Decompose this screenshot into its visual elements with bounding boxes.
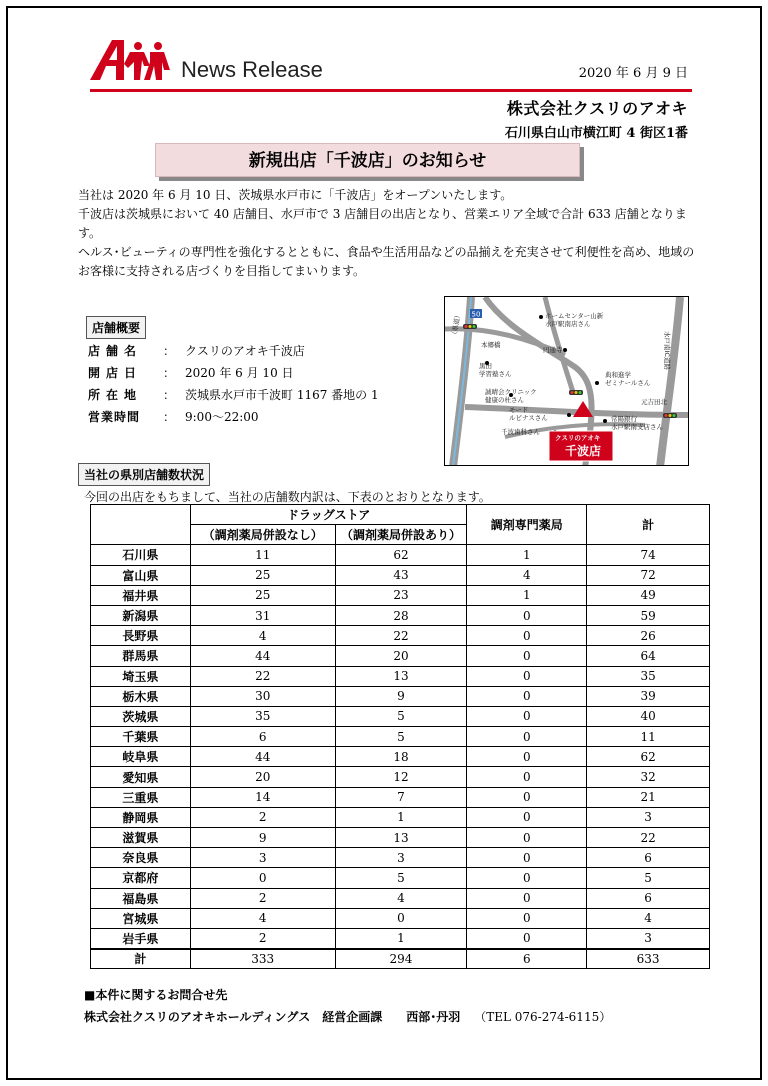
cell-without: 25 <box>190 565 335 585</box>
cell-pref: 栃木県 <box>91 686 191 706</box>
cell-without: 44 <box>190 646 335 666</box>
cell-pharmacy: 1 <box>467 545 587 565</box>
cell-total: 39 <box>587 686 710 706</box>
cell-total: 59 <box>587 605 710 625</box>
cell-pharmacy: 0 <box>467 626 587 646</box>
cell-without: 44 <box>190 747 335 767</box>
cell-with: 3 <box>335 848 467 868</box>
cell-pref: 石川県 <box>91 545 191 565</box>
cell-pharmacy: 0 <box>467 868 587 888</box>
cell-pref: 長野県 <box>91 626 191 646</box>
release-date: 2020 年 6 月 9 日 <box>578 66 688 81</box>
table-row <box>91 706 710 726</box>
cell-pharmacy: 4 <box>467 565 587 585</box>
cell-pharmacy: 1 <box>467 585 587 605</box>
table-row <box>91 928 710 948</box>
cell-without: 14 <box>190 787 335 807</box>
cell-total: 40 <box>587 706 710 726</box>
table-header-without: （調剤薬局併設なし） <box>190 525 335 545</box>
prefecture-section-heading: 当社の県別店舗数状況 <box>78 463 210 486</box>
cell-total: 26 <box>587 626 710 646</box>
cell-with: 5 <box>335 868 467 888</box>
cell-pharmacy: 0 <box>467 747 587 767</box>
table-header-total: 計 <box>587 505 710 545</box>
cell-total: 72 <box>587 565 710 585</box>
company-logo <box>90 40 170 84</box>
cell-pharmacy: 0 <box>467 605 587 625</box>
cell-pharmacy: 0 <box>467 686 587 706</box>
cell-without: 0 <box>190 868 335 888</box>
cell-with: 28 <box>335 605 467 625</box>
cell-pharmacy: 0 <box>467 928 587 948</box>
table-row <box>91 787 710 807</box>
store-info-key: 開店日 <box>88 366 143 380</box>
table-row <box>91 828 710 848</box>
total-without: 333 <box>190 949 335 969</box>
map-label: 典和進学 ゼミナールさん <box>605 371 651 387</box>
table-header-blank <box>91 505 191 545</box>
cell-without: 25 <box>190 585 335 605</box>
table-row <box>91 807 710 827</box>
cell-total: 49 <box>587 585 710 605</box>
route-number: 50 <box>471 310 481 319</box>
table-row <box>91 565 710 585</box>
cell-without: 11 <box>190 545 335 565</box>
table-row <box>91 605 710 625</box>
cell-pref: 埼玉県 <box>91 666 191 686</box>
cell-with: 62 <box>335 545 467 565</box>
cell-pharmacy: 0 <box>467 848 587 868</box>
page-title: 新規出店「千波店」のお知らせ <box>155 143 580 177</box>
intro-paragraph: ヘルス･ビューティの専門性を強化するとともに、食品や生活用品などの品揃えを充実させて利便性を高め、地域のお客様に支持される店づくりを目指してまいります。 <box>78 245 695 278</box>
cell-total: 3 <box>587 807 710 827</box>
map-label: ホームセンター山新 水戸駅南店さん <box>545 312 604 328</box>
store-info-key: 所在地 <box>88 388 143 402</box>
cell-without: 35 <box>190 706 335 726</box>
cell-without: 30 <box>190 686 335 706</box>
table-intro: 今回の出店をもちまして、当社の店舗数内訳は、下表のとおりとなります。 <box>84 490 491 504</box>
map-label: 千波歯科さん <box>501 428 540 436</box>
cell-pref: 富山県 <box>91 565 191 585</box>
cell-with: 22 <box>335 626 467 646</box>
store-info-row: 営業時間 ： 9:00～22:00 <box>88 406 379 428</box>
table-row <box>91 686 710 706</box>
cell-with: 5 <box>335 727 467 747</box>
cell-without: 6 <box>190 727 335 747</box>
store-info-key: 店舗名 <box>88 344 143 358</box>
map-label: 常陽銀行 水戸駅南支店さん <box>611 415 663 431</box>
table-row <box>91 848 710 868</box>
map-label: 黒田 学習塾さん <box>479 362 512 378</box>
cell-pharmacy: 0 <box>467 706 587 726</box>
table-row <box>91 767 710 787</box>
cell-with: 13 <box>335 828 467 848</box>
cell-with: 13 <box>335 666 467 686</box>
map-label: 誠晴会クリニック 健康の杜さん <box>485 388 537 404</box>
cell-without: 4 <box>190 908 335 928</box>
map-store-brand: クスリのアオキ <box>555 434 601 442</box>
table-row <box>91 868 710 888</box>
cell-pref: 愛知県 <box>91 767 191 787</box>
cell-total: 64 <box>587 646 710 666</box>
cell-total: 35 <box>587 666 710 686</box>
cell-pharmacy: 0 <box>467 646 587 666</box>
cell-with: 18 <box>335 747 467 767</box>
cell-without: 2 <box>190 888 335 908</box>
table-header-with: （調剤薬局併設あり） <box>335 525 467 545</box>
cell-with: 4 <box>335 888 467 908</box>
cell-without: 4 <box>190 626 335 646</box>
contact-org: 株式会社クスリのアオキホールディングス 経営企画課 西部･丹羽 <box>84 1010 461 1024</box>
store-info-row: 所在地 ： 茨城県水戸市千波町 1167 番地の 1 <box>88 384 379 406</box>
cell-with: 1 <box>335 928 467 948</box>
store-info-value: 茨城県水戸市千波町 1167 番地の 1 <box>185 388 379 402</box>
cell-with: 9 <box>335 686 467 706</box>
table-header-pharmacy: 調剤専門薬局 <box>467 505 587 545</box>
cell-with: 12 <box>335 767 467 787</box>
cell-total: 21 <box>587 787 710 807</box>
map-label: 円通寺 <box>543 346 563 354</box>
cell-with: 0 <box>335 908 467 928</box>
cell-with: 20 <box>335 646 467 666</box>
company-name: 株式会社クスリのアオキ <box>506 99 688 118</box>
store-overview-heading: 店舗概要 <box>86 316 146 339</box>
cell-pref: 福井県 <box>91 585 191 605</box>
cell-without: 20 <box>190 767 335 787</box>
cell-total: 32 <box>587 767 710 787</box>
contact-info <box>84 1008 611 1025</box>
cell-pref: 宮城県 <box>91 908 191 928</box>
cell-with: 43 <box>335 565 467 585</box>
contact-heading: ■本件に関するお問合せ先 <box>84 988 228 1002</box>
cell-pref: 静岡県 <box>91 807 191 827</box>
cell-without: 9 <box>190 828 335 848</box>
cell-pharmacy: 0 <box>467 908 587 928</box>
intro-text <box>78 186 698 281</box>
table-row <box>91 908 710 928</box>
store-info-key: 営業時間 <box>88 410 141 424</box>
total-pref: 計 <box>91 949 191 969</box>
cell-pref: 茨城県 <box>91 706 191 726</box>
cell-pref: 奈良県 <box>91 848 191 868</box>
cell-total: 62 <box>587 747 710 767</box>
cell-with: 23 <box>335 585 467 605</box>
table-header-drugstore: ドラッグストア <box>190 505 467 525</box>
contact-tel: （TEL 076-274-6115） <box>474 1010 612 1024</box>
cell-pref: 岩手県 <box>91 928 191 948</box>
map-label: 水戸南IC道路 <box>663 331 671 370</box>
header-divider <box>90 89 692 92</box>
cell-pharmacy: 0 <box>467 727 587 747</box>
cell-without: 2 <box>190 807 335 827</box>
cell-pharmacy: 0 <box>467 767 587 787</box>
table-row <box>91 585 710 605</box>
location-map <box>444 296 689 466</box>
news-release-label: News Release <box>181 57 323 82</box>
cell-without: 31 <box>190 605 335 625</box>
cell-pref: 京都府 <box>91 868 191 888</box>
cell-total: 3 <box>587 928 710 948</box>
cell-pharmacy: 0 <box>467 666 587 686</box>
store-overview <box>88 340 379 428</box>
map-label: （県道） <box>450 311 463 339</box>
cell-total: 22 <box>587 828 710 848</box>
total-pharmacy: 6 <box>467 949 587 969</box>
cell-with: 7 <box>335 787 467 807</box>
map-store-name: 千波店 <box>565 444 602 458</box>
store-info-row: 店舗名 ： クスリのアオキ千波店 <box>88 340 379 362</box>
cell-total: 11 <box>587 727 710 747</box>
cell-total: 6 <box>587 888 710 908</box>
store-info-value: 2020 年 6 月 10 日 <box>185 366 294 380</box>
cell-pref: 群馬県 <box>91 646 191 666</box>
table-row <box>91 545 710 565</box>
table-row <box>91 666 710 686</box>
store-info-value: 9:00～22:00 <box>185 410 259 424</box>
total-total: 633 <box>587 949 710 969</box>
intro-paragraph: 当社は 2020 年 6 月 10 日、茨城県水戸市に「千波店」をオープンいたします。 <box>78 188 513 202</box>
cell-pharmacy: 0 <box>467 888 587 908</box>
cell-pharmacy: 0 <box>467 787 587 807</box>
map-label: モード ルビナスさん <box>509 406 548 422</box>
cell-pref: 千葉県 <box>91 727 191 747</box>
total-with: 294 <box>335 949 467 969</box>
cell-without: 3 <box>190 848 335 868</box>
table-row <box>91 727 710 747</box>
cell-total: 5 <box>587 868 710 888</box>
cell-without: 2 <box>190 928 335 948</box>
table-row <box>91 747 710 767</box>
cell-with: 1 <box>335 807 467 827</box>
store-count-table <box>90 504 710 969</box>
cell-pharmacy: 0 <box>467 807 587 827</box>
cell-pref: 三重県 <box>91 787 191 807</box>
cell-pref: 滋賀県 <box>91 828 191 848</box>
cell-total: 74 <box>587 545 710 565</box>
cell-total: 6 <box>587 848 710 868</box>
table-row <box>91 888 710 908</box>
cell-with: 5 <box>335 706 467 726</box>
store-info-row: 開店日 ： 2020 年 6 月 10 日 <box>88 362 379 384</box>
map-label: 元吉田北 <box>641 398 667 406</box>
cell-without: 22 <box>190 666 335 686</box>
company-address: 石川県白山市横江町 4 街区1番 <box>504 126 688 141</box>
cell-pref: 岐阜県 <box>91 747 191 767</box>
table-row <box>91 626 710 646</box>
cell-total: 4 <box>587 908 710 928</box>
cell-pref: 新潟県 <box>91 605 191 625</box>
table-row <box>91 646 710 666</box>
table-total-row <box>91 949 710 969</box>
map-label: 本郷橋 <box>481 341 501 349</box>
intro-paragraph: 千波店は茨城県において 40 店舗目、水戸市で 3 店舗目の出店となり、営業エリア全域で合計 633 店舗となります。 <box>78 207 687 240</box>
cell-pref: 福島県 <box>91 888 191 908</box>
cell-pharmacy: 0 <box>467 828 587 848</box>
store-info-value: クスリのアオキ千波店 <box>185 344 305 358</box>
